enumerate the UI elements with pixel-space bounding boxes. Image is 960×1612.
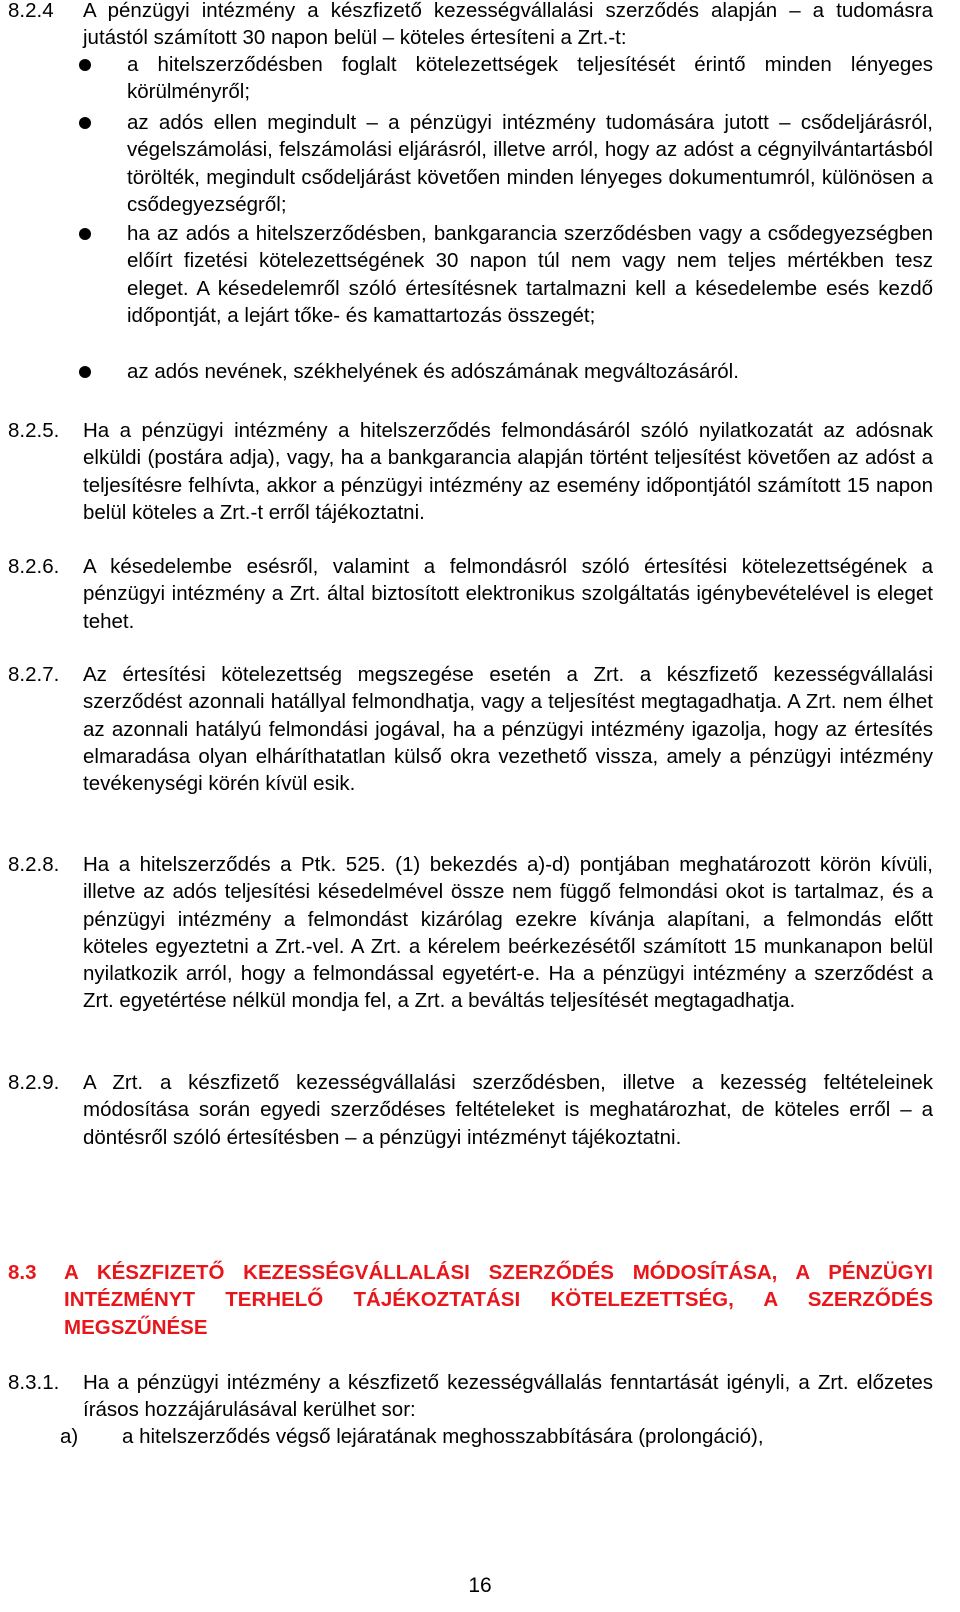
list-item-text: a hitelszerződés végső lejáratának meghosszabbítására (prolongáció), <box>122 1425 764 1448</box>
list-item-text: a hitelszerződésben foglalt kötelezettségek teljesítését érintő minden lényeges körülményről; <box>127 53 933 104</box>
section-number: 8.2.6. <box>8 555 60 578</box>
section-number: 8.2.4 <box>8 0 54 22</box>
heading-number: 8.3 <box>8 1261 37 1284</box>
page-number: 16 <box>468 1574 492 1597</box>
section-text: Ha a pénzügyi intézmény a készfizető kezességvállalás fenntartását igényli, a Zrt. előzetes írásos hozzájárulásával kerülhet sor: <box>83 1371 933 1422</box>
section-number: 8.2.7. <box>8 663 60 686</box>
heading-text: A KÉSZFIZETŐ KEZESSÉGVÁLLALÁSI SZERZŐDÉS MÓDOSÍTÁSA, A PÉNZÜGYI INTÉZMÉNYT TERHELŐ TÁJÉKOZTATÁSI KÖTELEZETTSÉG, A SZERZŐDÉS MEGSZŰNÉSE <box>64 1261 933 1339</box>
bullet-icon <box>79 117 91 129</box>
list-item-text: az adós ellen megindult – a pénzügyi intézmény tudomására jutott – csődeljárásról, végelszámolási, felszámolási eljárásról, illetve arról, hogy az adóst a cégnyilvántartásból törölték, megindult csődeljárást követően minden lényeges dokumentumról, különösen a csődegyezségről; <box>127 111 933 216</box>
section-text: Ha a hitelszerződés a Ptk. 525. (1) bekezdés a)-d) pontjában meghatározott körön kívüli, illetve az adós teljesítési késedelmével össze nem függő felmondási okot is tartalmaz, és a pénzügyi intézmény a felmondást kizárólag ezekre kívánja alapítani, a felmondás előtt köteles egyeztetni a Zrt.-vel. A Zrt. a kérelem beérkezésétől számított 15 munkanapon belül nyilatkozik arról, hogy a felmondással egyetért-e. Ha a pénzügyi intézmény a szerződést a Zrt. egyetértése nélkül mondja fel, a Zrt. a beváltás teljesítését megtagadhatja. <box>83 853 933 1013</box>
bullet-icon <box>79 366 91 378</box>
section-text: Az értesítési kötelezettség megszegése esetén a Zrt. a készfizető kezességvállalási szerződést azonnali hatállyal felmondhatja, vagy a teljesítést megtagadhatja. A Zrt. nem élhet az azonnali hatályú felmondási jogával, ha a pénzügyi intézmény igazolja, hogy az értesítés elmaradása olyan elháríthatatlan külső okra vezethető vissza, amely a pénzügyi intézmény tevékenységi körén kívül esik. <box>83 663 933 796</box>
list-item-text: ha az adós a hitelszerződésben, bankgarancia szerződésben vagy a csődegyezségben előírt fizetési kötelezettségének 30 napon túl nem vagy nem teljes mértékben tesz eleget. A késedelemről szóló értesítésnek tartalmazni kell a késedelembe esés kezdő időpontját, a lejárt tőke- és kamattartozás összegét; <box>127 222 933 327</box>
bullet-icon <box>79 228 91 240</box>
list-item-text: az adós nevének, székhelyének és adószámának megváltozásáról. <box>127 360 739 383</box>
section-number: 8.2.9. <box>8 1071 60 1094</box>
section-text: Ha a pénzügyi intézmény a hitelszerződés felmondásáról szóló nyilatkozatát az adósnak elküldi (postára adja), vagy, ha a bankgarancia alapján történt teljesítést követően az adóst a teljesítésre felhívta, akkor a pénzügyi intézmény az esemény időpontjától számított 15 napon belül köteles a Zrt.-t erről tájékoztatni. <box>83 419 933 524</box>
section-number: 8.3.1. <box>8 1371 60 1394</box>
section-text: A késedelembe esésről, valamint a felmondásról szóló értesítési kötelezettségének a pénzügyi intézmény a Zrt. által biztosított elektronikus szolgáltatás igénybevételével is eleget tehet. <box>83 555 933 633</box>
section-number: 8.2.8. <box>8 853 60 876</box>
bullet-icon <box>79 59 91 71</box>
list-item-marker: a) <box>60 1425 79 1448</box>
section-text: A pénzügyi intézmény a készfizető kezességvállalási szerződés alapján – a tudomásra jutástól számított 30 napon belül – köteles értesíteni a Zrt.-t: <box>83 0 933 50</box>
section-number: 8.2.5. <box>8 419 60 442</box>
section-text: A Zrt. a készfizető kezességvállalási szerződésben, illetve a kezesség feltételeinek módosítása során egyedi szerződéses feltételeket is meghatározhat, de köteles erről – a döntésről szóló értesítésben – a pénzügyi intézményt tájékoztatni. <box>83 1071 933 1149</box>
